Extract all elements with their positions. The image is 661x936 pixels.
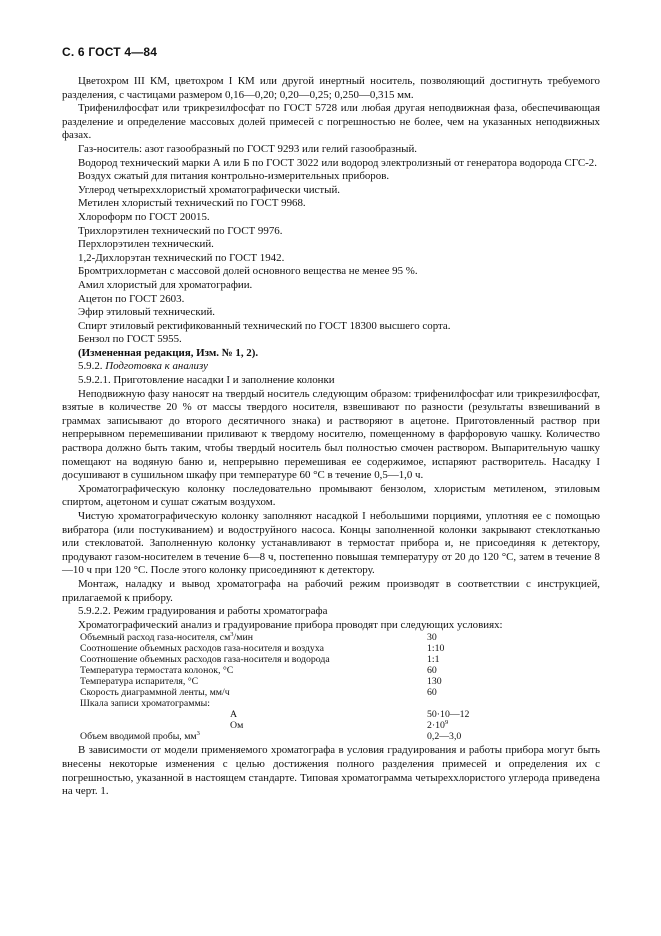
paragraph-stationary-phase: Трифенилфосфат или трикрезилфосфат по ГОСТ 5728 или любая другая неподвижная фаза, обеспечивающая разделение и определение массовых долей примесей с погрешностью не более, чем на указанных неподвижных фазах. <box>62 102 600 142</box>
param-row <box>80 729 600 743</box>
conditions-intro: Хроматографический анализ и градуирование прибора проводят при следующих условиях: <box>78 618 503 631</box>
paragraph-dichloroethane: 1,2-Дихлорэтан технический по ГОСТ 1942. <box>78 251 285 264</box>
paragraph-column-filling: Чистую хроматографическую колонку заполняют насадкой I небольшими порциями, уплотняя ее с помощью вибратора (или постукиванием) и водоструйного насоса. Концы заполненной колонки закрывают стеклотканью или стекловатой. Заполненную колонку устанавливают в термостат прибора и, не присоединяя к детектору, продувают газом-носителем в течение 6—8 ч, постепенно повышая температуру от 20 до 120 °С, затем в течение 8—10 ч при 120 °С. После этого колонку присоединяют к детектору. <box>62 510 600 577</box>
param-label: Объемный расход газа-носителя, $см^3$/мин <box>80 631 253 644</box>
param-value: 0,2—3,0 <box>427 730 462 742</box>
paragraph-ccl4: Углерод четыреххлористый хроматографически чистый. <box>78 183 341 196</box>
param-value: 50·10—12 <box>427 708 470 720</box>
param-value: 60 <box>427 686 437 698</box>
section-5-9-2-2-heading: 5.9.2.2. Режим градуирования и работы хроматографа <box>78 605 328 618</box>
param-value: 1:10 <box>427 643 445 655</box>
paragraph-phase-application: Неподвижную фазу наносят на твердый носитель следующим образом: трифенилфосфат или трикрезилфосфат, взятые в количестве 20 % от массы твердого носителя, взвешивают по разности (результаты взвешиваний в граммах записывают до второго десятичного знака) и растворяют в ацетоне. Приготовленный раствор при непрерывном перемешивании приливают к твердому носителю, помещенному в фарфоровую чашку. Количество раствора должно быть таким, чтобы твердый носитель был полностью смочен раствором. Выпарительную чашку помещают на водяную баню и, непрерывно перемешивая ее содержимое, испаряют растворитель. Насадку I досушивают в сушильном шкафу при температуре 60 °С в течение 0,5—1,0 ч. <box>62 387 600 482</box>
param-label: Температура термостата колонок, °С <box>80 665 234 677</box>
param-label: Ом <box>230 719 244 731</box>
param-label: Температура испарителя, °С <box>80 675 199 687</box>
paragraph-bromotrichloromethane: Бромтрихлорметан с массовой долей основного вещества не менее 95 %. <box>78 265 418 278</box>
param-value: 60 <box>427 665 437 677</box>
document-body <box>62 75 600 799</box>
param-label: Скорость диаграммной ленты, мм/ч <box>80 686 230 698</box>
param-label: А <box>230 708 238 720</box>
paragraph-final: В зависимости от модели применяемого хроматографа в условия градуирования и работы прибора могут быть внесены некоторые изменения с целью достижения полного разделения примесей и определения их с погрешностью, указанной в настоящем стандарте. Типовая хроматограмма четыреххлористого углерода приведена на черт. 1. <box>62 744 600 798</box>
section-5-9-2-1-heading: 5.9.2.1. Приготовление насадки I и заполнение колонки <box>78 374 335 387</box>
amendment-note: (Измененная редакция, Изм. № 1, 2). <box>78 346 259 359</box>
paragraph-trichloroethylene: Трихлорэтилен технический по ГОСТ 9976. <box>78 224 283 237</box>
section-5-9-2-heading <box>62 360 600 374</box>
param-row <box>80 710 600 721</box>
param-row <box>80 699 600 710</box>
paragraph-column-washing: Хроматографическую колонку последовательно промывают бензолом, хлористым метиленом, этиловым спиртом, ацетоном и сушат сжатым воздухом. <box>62 482 600 509</box>
paragraph-ethanol: Спирт этиловый ректификованный технический по ГОСТ 18300 высшего сорта. <box>78 319 451 332</box>
paragraph-methylene-chloride: Метилен хлористый технический по ГОСТ 9968. <box>78 197 306 210</box>
paragraph-perchloroethylene: Перхлорэтилен технический. <box>78 238 214 251</box>
paragraph-ether: Эфир этиловый технический. <box>78 306 216 319</box>
paragraph-amyl-chloride: Амил хлористый для хроматографии. <box>78 278 253 291</box>
paragraph-hydrogen: Водород технический марки А или Б по ГОСТ 3022 или водород электролизный от генератора водорода СГС-2. <box>78 156 597 169</box>
paragraph-benzene: Бензол по ГОСТ 5955. <box>78 333 182 346</box>
conditions-table <box>80 633 600 742</box>
param-label: Соотношение объемных расходов газа-носителя и воздуха <box>80 643 324 655</box>
page-header: С. 6 ГОСТ 4—84 <box>62 45 158 59</box>
param-value: 130 <box>427 675 442 687</box>
section-number: 5.9.2. <box>78 360 103 373</box>
paragraph-carrier: Цветохром III КМ, цветохром I КМ или другой инертный носитель, позволяющий достигнуть требуемого разделения, с частицами размером 0,16—0,20; 0,20—0,25; 0,250—0,315 мм. <box>62 75 600 101</box>
param-label: Объем вводимой пробы, $мм^3$ <box>80 729 200 742</box>
paragraph-assembly: Монтаж, наладку и вывод хроматографа на рабочий режим производят в соответствии с инструкцией, прилагаемой к прибору. <box>62 577 600 604</box>
param-label: Шкала записи хроматограммы: <box>80 697 210 709</box>
param-label: Соотношение объемных расходов газа-носителя и водорода <box>80 654 330 666</box>
paragraph-acetone: Ацетон по ГОСТ 2603. <box>78 292 185 305</box>
param-value: 30 <box>427 632 437 644</box>
paragraph-air: Воздух сжатый для питания контрольно-измерительных приборов. <box>78 170 390 183</box>
section-title: Подготовка к анализу <box>105 360 208 373</box>
param-value: 1:1 <box>427 654 440 666</box>
paragraph-carrier-gas: Газ-носитель: азот газообразный по ГОСТ 9293 или гелий газообразный. <box>78 142 418 155</box>
param-value: $2\cdot 10^9$ <box>427 718 449 731</box>
paragraph-chloroform: Хлороформ по ГОСТ 20015. <box>78 210 210 223</box>
